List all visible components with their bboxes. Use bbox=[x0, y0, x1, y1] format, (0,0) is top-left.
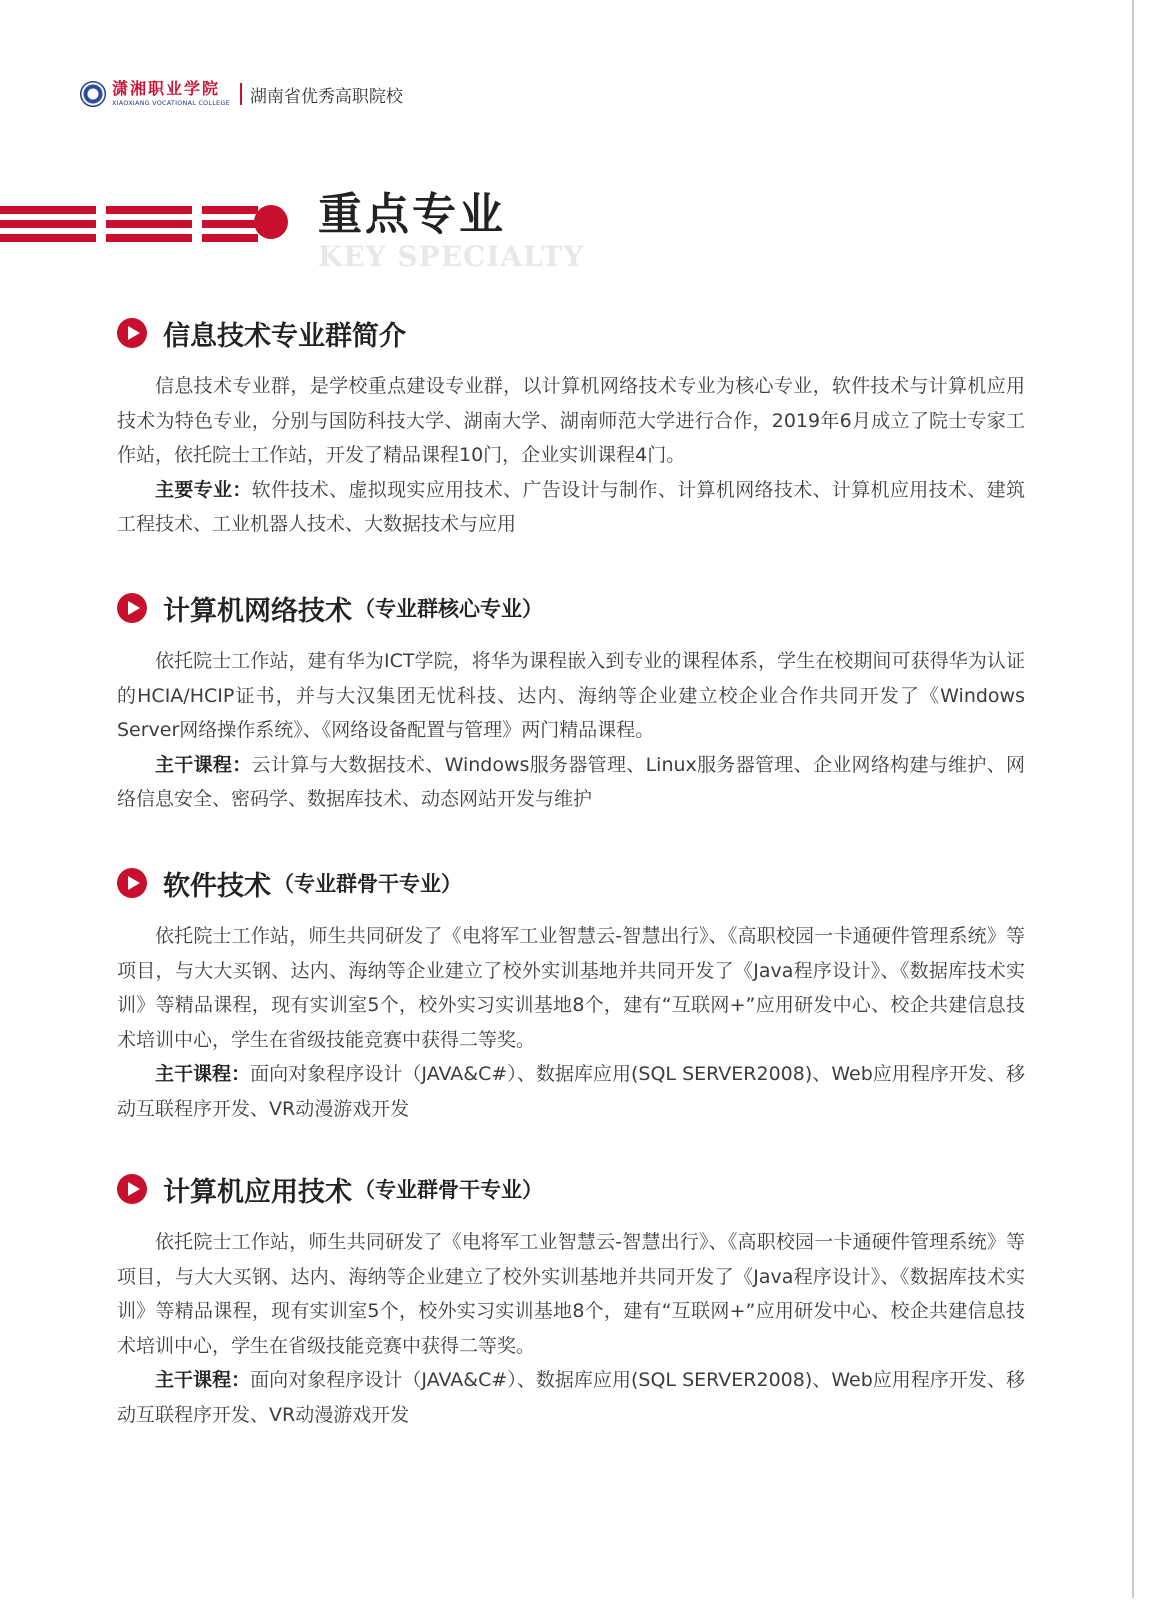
play-circle-icon bbox=[117, 593, 147, 623]
title-stripes bbox=[0, 206, 292, 246]
section-heading bbox=[117, 863, 1025, 903]
college-logo bbox=[112, 81, 230, 107]
stripe bbox=[202, 220, 258, 228]
section-list-para bbox=[117, 1363, 1025, 1432]
header-divider bbox=[240, 83, 242, 105]
title-dot bbox=[254, 205, 288, 239]
section-network-tech bbox=[117, 588, 1025, 817]
stripe bbox=[0, 206, 96, 214]
section-title: 计算机应用技术 bbox=[163, 1176, 352, 1208]
logo-chinese-name: 潇湘职业学院 bbox=[112, 79, 221, 99]
header-tagline: 湖南省优秀高职院校 bbox=[249, 86, 403, 107]
section-list-para bbox=[117, 473, 1025, 542]
section-title: 计算机网络技术 bbox=[163, 595, 352, 627]
section-list-label: 主干课程： bbox=[155, 753, 252, 776]
section-subtitle: （专业群核心专业） bbox=[354, 597, 543, 621]
stripe bbox=[106, 234, 192, 242]
stripe bbox=[202, 234, 258, 242]
stripe bbox=[0, 220, 96, 228]
section-list: 面向对象程序设计（JAVA&C#）、数据库应用(SQL SERVER2008)、Web应用程序开发、移动互联程序开发、VR动漫游戏开发 bbox=[117, 1369, 1025, 1426]
page-title: 重点专业 bbox=[318, 189, 506, 240]
section-intro: 依托院士工作站，师生共同研发了《电将军工业智慧云-智慧出行》、《高职校园一卡通硬件管理系统》等项目，与大大买钢、达内、海纳等企业建立了校外实训基地并共同开发了《Java程序设计》、《数据库技术实训》等精品课程，现有实训室5个，校外实习实训基地8个，建有“互联网+”应用研发中心、校企共建信息技术培训中心，学生在省级技能竞赛中获得二等奖。 bbox=[117, 925, 1025, 1051]
section-title: 软件技术 bbox=[163, 870, 271, 902]
section-list: 软件技术、虚拟现实应用技术、广告设计与制作、计算机网络技术、计算机应用技术、建筑工程技术、工业机器人技术、大数据技术与应用 bbox=[117, 478, 1025, 535]
section-intro: 依托院士工作站，师生共同研发了《电将军工业智慧云-智慧出行》、《高职校园一卡通硬件管理系统》等项目，与大大买钢、达内、海纳等企业建立了校外实训基地并共同开发了《Java程序设计》、《数据库技术实训》等精品课程，现有实训室5个，校外实习实训基地8个，建有“互联网+”应用研发中心、校企共建信息技术培训中心，学生在省级技能竞赛中获得二等奖。 bbox=[117, 1231, 1025, 1357]
play-circle-icon bbox=[117, 868, 147, 898]
stripe bbox=[0, 234, 96, 242]
section-list-label: 主干课程： bbox=[155, 1063, 251, 1085]
section-heading bbox=[117, 313, 1025, 353]
page-header bbox=[80, 78, 403, 110]
section-intro: 信息技术专业群，是学校重点建设专业群，以计算机网络技术专业为核心专业，软件技术与计算机应用技术为特色专业，分别与国防科技大学、湖南大学、湖南师范大学进行合作，2019年6月成立了院士专家工作站，依托院士工作站，开发了精品课程10门，企业实训课程4门。 bbox=[117, 375, 1025, 466]
stripe bbox=[106, 220, 192, 228]
section-title: 信息技术专业群简介 bbox=[163, 320, 406, 352]
section-it-group bbox=[117, 313, 1025, 542]
section-heading bbox=[117, 1169, 1025, 1209]
college-seal-icon bbox=[80, 81, 106, 107]
section-list-para bbox=[117, 748, 1025, 817]
play-circle-icon bbox=[117, 1174, 147, 1204]
stripe bbox=[202, 206, 258, 214]
section-heading bbox=[117, 588, 1025, 628]
play-circle-icon bbox=[117, 318, 147, 348]
section-list: 面向对象程序设计（JAVA&C#）、数据库应用(SQL SERVER2008)、Web应用程序开发、移动互联程序开发、VR动漫游戏开发 bbox=[117, 1063, 1025, 1120]
section-intro: 依托院士工作站，建有华为ICT学院，将华为课程嵌入到专业的课程体系，学生在校期间可获得华为认证的HCIA/HCIP证书，并与大汉集团无忧科技、达内、海纳等企业建立校企业合作共同开发了《Windows Server网络操作系统》、《网络设备配置与管理》两门精品课程。 bbox=[117, 650, 1025, 741]
section-subtitle: （专业群骨干专业） bbox=[273, 872, 462, 896]
section-computer-application bbox=[117, 1169, 1025, 1432]
section-list-para bbox=[117, 1057, 1025, 1126]
section-list-label: 主干课程： bbox=[155, 1369, 251, 1391]
section-list: 云计算与大数据技术、Windows服务器管理、Linux服务器管理、企业网络构建与维护、网络信息安全、密码学、数据库技术、动态网站开发与维护 bbox=[117, 753, 1025, 810]
page-subtitle-english: KEY SPECIALTY bbox=[318, 240, 585, 273]
section-list-label: 主要专业： bbox=[155, 478, 252, 501]
section-software-tech bbox=[117, 863, 1025, 1126]
logo-english-name: XIAOXIANG VOCATIONAL COLLEGE bbox=[112, 99, 230, 108]
section-subtitle: （专业群骨干专业） bbox=[354, 1178, 543, 1202]
stripe bbox=[106, 206, 192, 214]
